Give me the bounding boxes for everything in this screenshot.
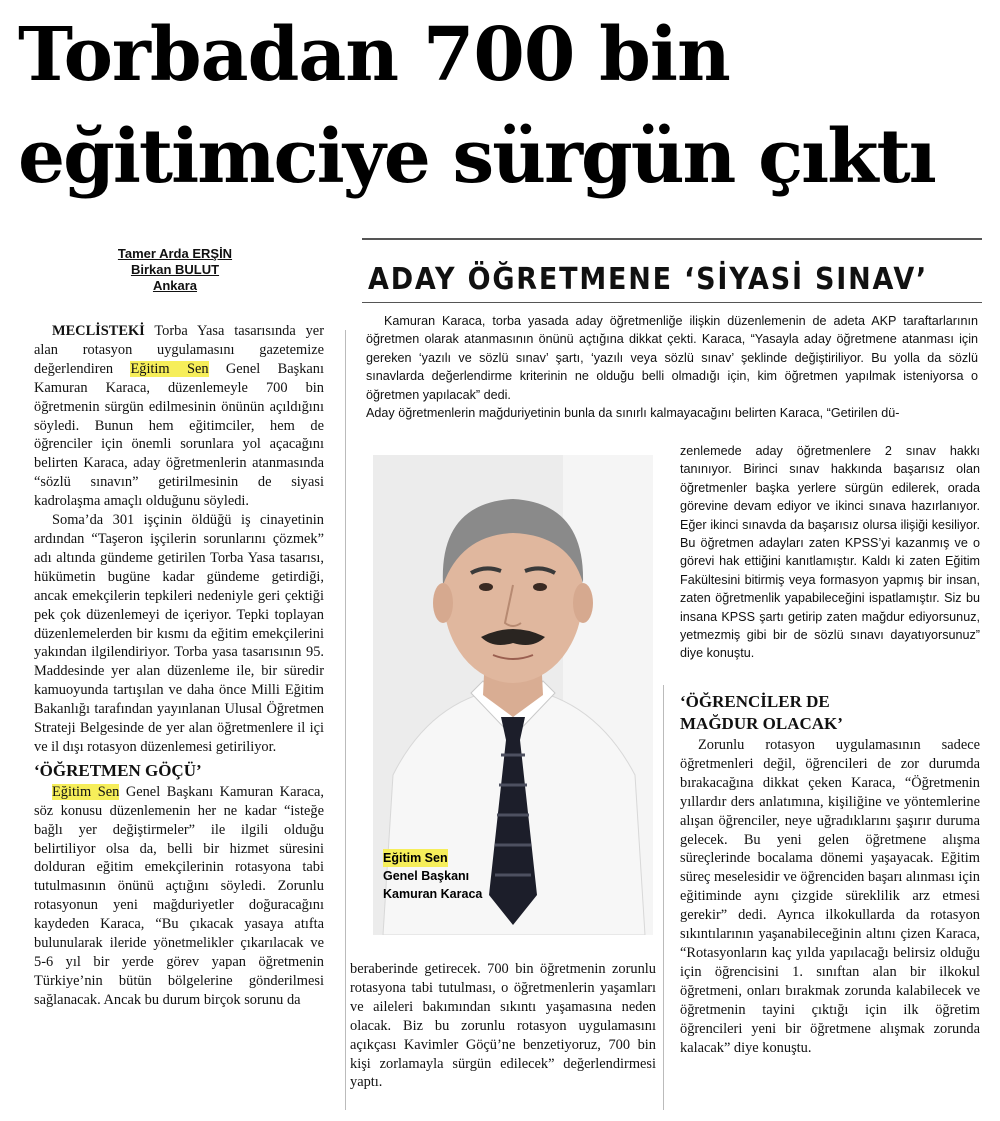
right-lower-text: Zorunlu rotasyon uygulamasının sadece öğretmenleri değil, öğrencileri de zor durumda bırakacağına dikkat çeken Karaca, “Öğretmenin yıllardır ders anlatımına, kişiliğine ve yöntemlerine alışan öğrenciler, neye uğradıklarını şaşırır duruma gelecek. Bu yeni gelen öğretmene alışma süreçlerinde bocalama dönemi yaşayacak. Eğitim süreç meselesidir ve öğrenciden başarı alınması için eğitiminde aynı çizgide süreklilik arz etmesi gerekir” dedi. Ayrıca ilkokullarda da rotasyon sıkıntılarının yaşanabileceğinin altını çizen Karaca, “Rotasyonların kaç yılda yapılacağı belirsiz olduğu için öğrencisini 1. sınıftan alan bir ilkokul öğretmeni, onları bırakmak zorunda kalabilecek ve öğretmenin tayini çıktığı için ilk öğretim öğrencileri yeni bir öğretmene alışmak zorunda kalacak” diye konuştu. [680,737,980,1056]
right-upper-text: zenlemede aday öğretmenlere 2 sınav hakkı tanınıyor. Birinci sınav hakkında başarısız olan öğretmenler başka yerlere sürgün edilerek, orada görevine devam ediyor ve ikinci sınava hazırlanıyor. Eğer ikinci sınavda da başarısız olursa ilişiği kesiliyor. Bu öğretmen adayları zaten KPSS’yi kazanmış ve o görevi hak ettiğini kanıtlamıştır. Kaldı ki zaten Eğitim Fakültesini bitirmiş veya formasyon yapmış bir insan, zaten öğretmenlik yapabileceğini ispatlamıştır. Siz bu insana KPSS şartı getirip zaten mağdur ediyorsunuz, yetmezmiş gibi bir de sözlü sınavı dayatıyorsunuz” diye konuştu. [680,444,980,661]
subhead-ogretmen-gocu: ‘ÖĞRETMEN GÖÇÜ’ [34,760,202,780]
byline-author-2: Birkan BULUT [130,262,220,277]
top-paragraph-2: Aday öğretmenlerin mağduriyetinin bunla da sınırlı kalmayacağını belirten Karaca, “Getirilen dü- [366,406,900,421]
column-divider-right [663,685,664,1110]
right-lower-column [680,690,980,1057]
byline [60,246,290,294]
left-p1-text: Torba Yasa tasarısında yer alan rotasyon uygulamasını gazetemize değerlendiren [34,323,324,377]
top-block [366,312,978,422]
deck-title: ADAY ÖĞRETMENE ‘SİYASİ SINAV’ [368,262,929,297]
left-column [34,322,324,1010]
byline-location: Ankara [152,278,198,293]
caption-name: Kamuran Karaca [383,887,483,901]
subhead-ogrenciler-line-2: MAĞDUR OLACAK’ [680,714,843,733]
org-highlight: Eğitim Sen [130,360,209,377]
headline-line-2: eğitimciye sürgün çıktı [18,114,935,200]
deck-underline [362,302,982,303]
top-paragraph-1: Kamuran Karaca, torba yasada aday öğretmenliğe ilişkin düzenlemenin de adeta AKP taraftarlarının öğretmen olarak atanmasının önünü açtığına dikkat çekti. Karaca, “Yasayla aday öğretmene atanması için gereken ‘yazılı ve sözlü sınav’ şartı, ‘yazılı veya sözlü sınav’ şeklinde değiştiriliyor. Bu yolla da sözlü sınavlarda değerlendirme kriterinin ne olduğu belli olmadığı için, kim öğretmen yapılmak isteniyorsa o öğretmen yapılacak” dedi. [366,314,978,402]
byline-author-1: Tamer Arda ERŞİN [117,246,233,261]
right-upper-column [680,442,980,663]
subhead-ogrenciler-line-1: ‘ÖĞRENCİLER DE [680,692,830,711]
middle-bottom-text: beraberinde getirecek. 700 bin öğretmenin zorunlu rotasyona tabi tutulması, o öğretmenlerin yaşamları ve aileleri bakımından sıkıntı yaşamasına neden olacak. Biz bu zorunlu rotasyon uygulamasını açıkçası Kavimler Göçü’ne benzetiyoruz, 700 bin kişi zorlamayla sürgün edilecek” değerlendirmesi yaptı. [350,961,656,1091]
deck-rule [362,238,982,240]
caption-title: Genel Başkanı [383,869,470,883]
column-divider-left [345,330,346,1110]
org-highlight-2: Eğitim Sen [52,783,120,800]
left-paragraph-3 [34,783,324,1010]
left-paragraph-1 [34,322,324,511]
left-p1-rest: Genel Başkanı Kamuran Karaca, düzenlemeyle 700 bin öğretmenin sürgün edilmesinin önünün açıldığını söyledi. Bunun hem eğitimciler, hem de öğrenciler için önemli sorunlara yol açacağını belirten Karaca, aday öğretmenlerin atanmasında “sözlü sınavın” getirilmesinin de siyasi kadrolaşma amaçlı olduğunu söyledi. [34,360,324,510]
middle-bottom-column [350,960,656,1092]
left-paragraph-2: Soma’da 301 işçinin öldüğü iş cinayetinin ardından “Taşeron işçilerin sorunlarını çözmek” adı altında gündeme getirilen Torba Yasa tasarısı, hükümetin bugüne kadar gündeme getirdiği, ancak emekçilerin tepkileri nedeniyle geri çektiği pek çok düzenlemeyi de içeriyor. Tepki toplayan düzenlemelerden bir kısmı da eğitim emekçilerini yakından ilgilendiriyor. Torba yasa tasarısının 95. Maddesinde yer alan düzenleme ile, bir süredir kamuoyunda tartışılan ve daha önce Milli Eğitim Bakanlığı tarafından yayınlanan Ulusal Öğretmen Strateji Belgesinde de yer alan öğretmenlere il içi ve il dışı rotasyon düzenlemesi getiriliyor. [34,512,324,755]
lead-word: MECLİSTEKİ [52,323,145,339]
photo-caption [383,849,482,903]
left-p3-text: Genel Başkanı Kamuran Karaca, söz konusu düzenlemenin her ne kadar “isteğe bağlı yer değiştirmeler” ile ilgili olduğu belirtiliyor olsa da, belli bir hizmet süresini dolduran eğitim emekçilerinin rotasyona tabi tutulmasının önünü açtığını söyledi. Zorunlu rotasyonun yeni mağduriyetler doğuracağını kaydeden Karaca, “Bu çıkacak yasaya atıfta bulunularak ileride yönetmelikler çıkarılacak ve 5-6 yıl bir yerde görev yapan öğretmenin Türkiye’nin bütün bölgelerine gönderilmesi sağlanacak. Ancak bu durum birçok sorunu da [34,783,325,1008]
caption-org: Eğitim Sen [383,851,448,865]
portrait-photo [373,455,653,935]
headline-line-1: Torbadan 700 bin [18,12,730,98]
